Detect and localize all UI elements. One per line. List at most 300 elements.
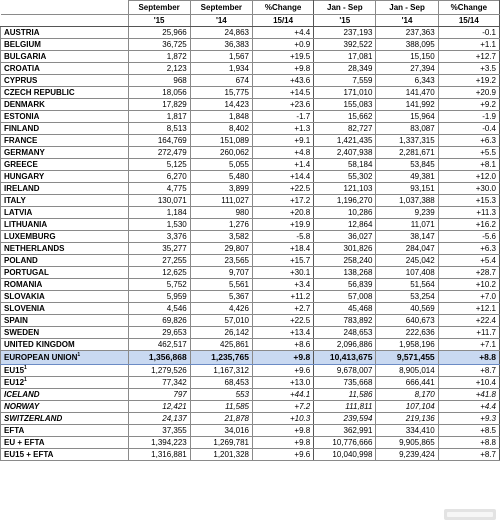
table-row xyxy=(1,231,500,243)
table-body xyxy=(1,27,500,461)
cell-chg: +19.5 xyxy=(252,51,313,63)
cell-ytdchg: +5.5 xyxy=(438,147,499,159)
cell-sep14: 553 xyxy=(190,389,252,401)
cell-ytdchg: +12.1 xyxy=(438,303,499,315)
cell-sep15: 164,769 xyxy=(128,135,190,147)
cell-ytd15: 15,662 xyxy=(314,111,376,123)
cell-chg: +7.2 xyxy=(252,401,313,413)
table-row xyxy=(1,51,500,63)
cell-sep15: 37,355 xyxy=(128,425,190,437)
header-ytd14: Jan - Sep xyxy=(376,1,438,15)
cell-chg: +44.1 xyxy=(252,389,313,401)
cell-chg: +23.6 xyxy=(252,99,313,111)
header-sep14: September xyxy=(190,1,252,15)
cell-ytd15: 10,286 xyxy=(314,207,376,219)
cell-chg: +1.4 xyxy=(252,159,313,171)
cell-sep14: 1,167,312 xyxy=(190,365,252,377)
cell-chg: -1.7 xyxy=(252,111,313,123)
table-row xyxy=(1,327,500,339)
cell-chg: +2.7 xyxy=(252,303,313,315)
cell-chg: +13.4 xyxy=(252,327,313,339)
table-row xyxy=(1,365,500,377)
cell-chg: +10.3 xyxy=(252,413,313,425)
cell-ytdchg: -5.6 xyxy=(438,231,499,243)
cell-ytd15: 11,586 xyxy=(314,389,376,401)
cell-sep14: 5,055 xyxy=(190,159,252,171)
cell-sep14: 14,423 xyxy=(190,99,252,111)
cell-sep15: 1,872 xyxy=(128,51,190,63)
country-label: AUSTRIA xyxy=(1,27,129,39)
cell-sep14: 425,861 xyxy=(190,339,252,351)
cell-ytdchg: +6.3 xyxy=(438,135,499,147)
cell-sep15: 462,517 xyxy=(128,339,190,351)
cell-sep15: 1,530 xyxy=(128,219,190,231)
country-label: LITHUANIA xyxy=(1,219,129,231)
header-change-ratio: 15/14 xyxy=(252,15,313,27)
table-row xyxy=(1,75,500,87)
cell-ytd14: 334,410 xyxy=(376,425,438,437)
header-ytd-change: %Change xyxy=(438,1,499,15)
table-row xyxy=(1,255,500,267)
cell-ytdchg: -0.1 xyxy=(438,27,499,39)
cell-sep14: 11,585 xyxy=(190,401,252,413)
cell-ytdchg: +6.3 xyxy=(438,243,499,255)
cell-ytdchg: +8.5 xyxy=(438,425,499,437)
table-row xyxy=(1,267,500,279)
country-label: EU + EFTA xyxy=(1,437,129,449)
cell-ytdchg: +1.1 xyxy=(438,39,499,51)
cell-sep14: 68,453 xyxy=(190,377,252,389)
cell-ytd14: 666,441 xyxy=(376,377,438,389)
cell-sep14: 1,567 xyxy=(190,51,252,63)
country-label: SLOVENIA xyxy=(1,303,129,315)
cell-sep15: 1,817 xyxy=(128,111,190,123)
cell-ytdchg: -1.9 xyxy=(438,111,499,123)
cell-chg: +3.4 xyxy=(252,279,313,291)
country-label: $EU15^1$ xyxy=(1,365,129,377)
cell-chg: +9.8 xyxy=(252,425,313,437)
cell-sep14: 57,010 xyxy=(190,315,252,327)
cell-sep15: 797 xyxy=(128,389,190,401)
cell-chg: +13.0 xyxy=(252,377,313,389)
cell-chg: +1.3 xyxy=(252,123,313,135)
table-row xyxy=(1,99,500,111)
table-row xyxy=(1,377,500,389)
cell-sep15: 1,394,223 xyxy=(128,437,190,449)
cell-ytdchg: +11.3 xyxy=(438,207,499,219)
cell-ytd15: 1,196,270 xyxy=(314,195,376,207)
cell-sep14: 21,878 xyxy=(190,413,252,425)
cell-ytd15: 57,008 xyxy=(314,291,376,303)
cell-ytd14: 6,343 xyxy=(376,75,438,87)
cell-sep15: 24,137 xyxy=(128,413,190,425)
cell-ytd15: 301,826 xyxy=(314,243,376,255)
cell-sep14: 36,383 xyxy=(190,39,252,51)
cell-sep15: 4,546 xyxy=(128,303,190,315)
table-row xyxy=(1,291,500,303)
cell-ytd15: 171,010 xyxy=(314,87,376,99)
cell-ytd15: 58,184 xyxy=(314,159,376,171)
cell-ytd15: 155,083 xyxy=(314,99,376,111)
footnote-marker: 1 xyxy=(24,365,27,371)
cell-ytd15: 12,864 xyxy=(314,219,376,231)
cell-chg: +30.1 xyxy=(252,267,313,279)
cell-ytd14: 9,905,865 xyxy=(376,437,438,449)
cell-ytd15: 10,776,666 xyxy=(314,437,376,449)
cell-ytd15: 138,268 xyxy=(314,267,376,279)
cell-sep15: 3,376 xyxy=(128,231,190,243)
cell-ytd15: 82,727 xyxy=(314,123,376,135)
cell-sep14: 5,367 xyxy=(190,291,252,303)
cell-ytd14: 141,470 xyxy=(376,87,438,99)
cell-ytd15: 237,193 xyxy=(314,27,376,39)
table-row xyxy=(1,159,500,171)
cell-sep14: 1,848 xyxy=(190,111,252,123)
country-label: UNITED KINGDOM xyxy=(1,339,129,351)
cell-ytdchg: +16.2 xyxy=(438,219,499,231)
cell-ytd14: 9,239 xyxy=(376,207,438,219)
header-corner xyxy=(1,1,129,15)
cell-sep15: 12,625 xyxy=(128,267,190,279)
cell-ytd14: 2,281,671 xyxy=(376,147,438,159)
cell-sep15: 130,071 xyxy=(128,195,190,207)
country-label: BELGIUM xyxy=(1,39,129,51)
cell-chg: +9.6 xyxy=(252,449,313,461)
cell-chg: +18.4 xyxy=(252,243,313,255)
cell-chg: +15.7 xyxy=(252,255,313,267)
table-row xyxy=(1,279,500,291)
cell-sep15: 1,356,868 xyxy=(128,351,190,365)
cell-ytdchg: +8.8 xyxy=(438,351,499,365)
cell-sep14: 29,807 xyxy=(190,243,252,255)
cell-sep14: 5,480 xyxy=(190,171,252,183)
table-row xyxy=(1,63,500,75)
country-label: EUROPEAN UNION$^1$ xyxy=(1,351,129,365)
cell-ytd14: 141,992 xyxy=(376,99,438,111)
cell-sep14: 8,402 xyxy=(190,123,252,135)
header-change: %Change xyxy=(252,1,313,15)
cell-sep15: 25,966 xyxy=(128,27,190,39)
cell-ytd15: 9,678,007 xyxy=(314,365,376,377)
cell-sep14: 34,016 xyxy=(190,425,252,437)
header-ytd15-year: '15 xyxy=(314,15,376,27)
country-label: POLAND xyxy=(1,255,129,267)
cell-sep14: 1,269,781 xyxy=(190,437,252,449)
table-row xyxy=(1,147,500,159)
cell-ytd15: 1,421,435 xyxy=(314,135,376,147)
cell-sep15: 5,125 xyxy=(128,159,190,171)
cell-sep14: 1,235,765 xyxy=(190,351,252,365)
country-label: EFTA xyxy=(1,425,129,437)
cell-ytd14: 284,047 xyxy=(376,243,438,255)
cell-ytd14: 9,239,424 xyxy=(376,449,438,461)
table-row xyxy=(1,123,500,135)
cell-ytdchg: +12.7 xyxy=(438,51,499,63)
cell-sep14: 1,276 xyxy=(190,219,252,231)
cell-sep15: 18,056 xyxy=(128,87,190,99)
cell-chg: +19.9 xyxy=(252,219,313,231)
cell-sep14: 1,934 xyxy=(190,63,252,75)
country-label: NETHERLANDS xyxy=(1,243,129,255)
cell-ytd15: 248,653 xyxy=(314,327,376,339)
cell-ytd15: 392,522 xyxy=(314,39,376,51)
country-label: SPAIN xyxy=(1,315,129,327)
header-sep15-year: '15 xyxy=(128,15,190,27)
country-label: CZECH REPUBLIC xyxy=(1,87,129,99)
country-label: CYPRUS xyxy=(1,75,129,87)
cell-sep15: 1,316,881 xyxy=(128,449,190,461)
table-row xyxy=(1,27,500,39)
table-row xyxy=(1,135,500,147)
cell-ytd14: 49,381 xyxy=(376,171,438,183)
cell-ytd14: 219,136 xyxy=(376,413,438,425)
cell-ytd14: 8,170 xyxy=(376,389,438,401)
cell-ytd14: 222,636 xyxy=(376,327,438,339)
cell-ytdchg: +8.7 xyxy=(438,365,499,377)
cell-chg: +8.6 xyxy=(252,339,313,351)
cell-sep14: 3,899 xyxy=(190,183,252,195)
cell-sep15: 5,752 xyxy=(128,279,190,291)
cell-ytdchg: +12.0 xyxy=(438,171,499,183)
cell-sep15: 8,513 xyxy=(128,123,190,135)
cell-ytdchg: +3.5 xyxy=(438,63,499,75)
cell-sep15: 29,653 xyxy=(128,327,190,339)
cell-ytd14: 15,150 xyxy=(376,51,438,63)
cell-ytd15: 2,096,886 xyxy=(314,339,376,351)
cell-ytdchg: +28.7 xyxy=(438,267,499,279)
cell-ytd14: 107,104 xyxy=(376,401,438,413)
cell-ytd14: 40,569 xyxy=(376,303,438,315)
cell-chg: +43.6 xyxy=(252,75,313,87)
country-label: BULGARIA xyxy=(1,51,129,63)
cell-chg: +11.2 xyxy=(252,291,313,303)
cell-sep15: 35,277 xyxy=(128,243,190,255)
cell-chg: -5.8 xyxy=(252,231,313,243)
cell-ytd15: 2,407,938 xyxy=(314,147,376,159)
cell-ytdchg: +9.2 xyxy=(438,99,499,111)
country-label: DENMARK xyxy=(1,99,129,111)
table-row xyxy=(1,207,500,219)
cell-sep15: 12,421 xyxy=(128,401,190,413)
cell-ytd15: 17,081 xyxy=(314,51,376,63)
cell-ytdchg: +22.4 xyxy=(438,315,499,327)
table-row xyxy=(1,315,500,327)
cell-sep14: 4,426 xyxy=(190,303,252,315)
country-label: SWITZERLAND xyxy=(1,413,129,425)
country-label: NORWAY xyxy=(1,401,129,413)
cell-chg: +9.8 xyxy=(252,351,313,365)
cell-sep15: 4,775 xyxy=(128,183,190,195)
cell-ytdchg: +30.0 xyxy=(438,183,499,195)
table-row xyxy=(1,351,500,365)
footnote-marker: 1 xyxy=(24,377,27,383)
cell-ytdchg: +11.7 xyxy=(438,327,499,339)
country-label: EU15 + EFTA xyxy=(1,449,129,461)
cell-sep14: 111,027 xyxy=(190,195,252,207)
table-row xyxy=(1,303,500,315)
cell-ytd15: 7,559 xyxy=(314,75,376,87)
cell-ytd14: 9,571,455 xyxy=(376,351,438,365)
cell-ytdchg: +7.1 xyxy=(438,339,499,351)
cell-ytdchg: -0.4 xyxy=(438,123,499,135)
country-label: HUNGARY xyxy=(1,171,129,183)
cell-ytdchg: +41.8 xyxy=(438,389,499,401)
cell-ytd15: 258,240 xyxy=(314,255,376,267)
table-row xyxy=(1,171,500,183)
cell-ytd14: 107,408 xyxy=(376,267,438,279)
cell-ytd15: 55,302 xyxy=(314,171,376,183)
cell-ytd14: 27,394 xyxy=(376,63,438,75)
cell-ytd14: 237,363 xyxy=(376,27,438,39)
cell-sep15: 2,123 xyxy=(128,63,190,75)
cell-ytd14: 8,905,014 xyxy=(376,365,438,377)
cell-ytd14: 1,037,388 xyxy=(376,195,438,207)
cell-ytd14: 38,147 xyxy=(376,231,438,243)
table-row xyxy=(1,195,500,207)
cell-sep15: 77,342 xyxy=(128,377,190,389)
cell-ytd14: 93,151 xyxy=(376,183,438,195)
cell-ytdchg: +4.4 xyxy=(438,401,499,413)
cell-ytd15: 36,027 xyxy=(314,231,376,243)
country-label: IRELAND xyxy=(1,183,129,195)
cell-sep14: 15,775 xyxy=(190,87,252,99)
cell-chg: +20.8 xyxy=(252,207,313,219)
cell-sep15: 6,270 xyxy=(128,171,190,183)
cell-sep15: 272,479 xyxy=(128,147,190,159)
cell-ytdchg: +15.3 xyxy=(438,195,499,207)
cell-ytdchg: +9.3 xyxy=(438,413,499,425)
cell-ytdchg: +10.2 xyxy=(438,279,499,291)
country-label: PORTUGAL xyxy=(1,267,129,279)
cell-ytd14: 15,964 xyxy=(376,111,438,123)
cell-ytd14: 11,071 xyxy=(376,219,438,231)
cell-sep14: 24,863 xyxy=(190,27,252,39)
cell-ytd14: 83,087 xyxy=(376,123,438,135)
cell-ytd14: 53,254 xyxy=(376,291,438,303)
cell-sep14: 260,062 xyxy=(190,147,252,159)
cell-chg: +22.5 xyxy=(252,315,313,327)
country-label: ESTONIA xyxy=(1,111,129,123)
table-row xyxy=(1,449,500,461)
country-label: LATVIA xyxy=(1,207,129,219)
cell-sep14: 674 xyxy=(190,75,252,87)
table-row xyxy=(1,413,500,425)
cell-chg: +0.9 xyxy=(252,39,313,51)
header-corner-2 xyxy=(1,15,129,27)
country-label: LUXEMBURG xyxy=(1,231,129,243)
cell-ytd14: 1,958,196 xyxy=(376,339,438,351)
country-label: GREECE xyxy=(1,159,129,171)
table-row xyxy=(1,183,500,195)
cell-ytd15: 28,349 xyxy=(314,63,376,75)
table-row xyxy=(1,87,500,99)
cell-sep14: 9,707 xyxy=(190,267,252,279)
country-label: FRANCE xyxy=(1,135,129,147)
table-row xyxy=(1,425,500,437)
cell-ytd15: 10,040,998 xyxy=(314,449,376,461)
cell-ytd15: 111,811 xyxy=(314,401,376,413)
cell-ytdchg: +8.7 xyxy=(438,449,499,461)
cell-ytd15: 45,468 xyxy=(314,303,376,315)
cell-chg: +9.8 xyxy=(252,63,313,75)
cell-ytdchg: +8.8 xyxy=(438,437,499,449)
table-header xyxy=(1,1,500,27)
cell-chg: +4.4 xyxy=(252,27,313,39)
cell-chg: +14.5 xyxy=(252,87,313,99)
cell-sep14: 26,142 xyxy=(190,327,252,339)
table-row xyxy=(1,339,500,351)
cell-ytdchg: +7.0 xyxy=(438,291,499,303)
cell-ytd15: 121,103 xyxy=(314,183,376,195)
cell-sep15: 27,255 xyxy=(128,255,190,267)
country-label: CROATIA xyxy=(1,63,129,75)
table-row xyxy=(1,389,500,401)
country-label: GERMANY xyxy=(1,147,129,159)
cell-ytd14: 245,042 xyxy=(376,255,438,267)
header-sep14-year: '14 xyxy=(190,15,252,27)
cell-ytd14: 1,337,315 xyxy=(376,135,438,147)
cell-sep15: 5,959 xyxy=(128,291,190,303)
table-row xyxy=(1,401,500,413)
header-sep15: September xyxy=(128,1,190,15)
header-ytd15: Jan - Sep xyxy=(314,1,376,15)
cell-ytd14: 640,673 xyxy=(376,315,438,327)
cell-chg: +9.8 xyxy=(252,437,313,449)
cell-ytd15: 735,668 xyxy=(314,377,376,389)
cell-sep14: 3,582 xyxy=(190,231,252,243)
cell-chg: +9.6 xyxy=(252,365,313,377)
cell-sep14: 5,561 xyxy=(190,279,252,291)
cell-chg: +22.5 xyxy=(252,183,313,195)
cell-ytd14: 388,095 xyxy=(376,39,438,51)
cell-sep15: 17,829 xyxy=(128,99,190,111)
cell-sep14: 1,201,328 xyxy=(190,449,252,461)
cell-ytdchg: +8.1 xyxy=(438,159,499,171)
cell-ytdchg: +19.2 xyxy=(438,75,499,87)
header-ytd-change-ratio: 15/14 xyxy=(438,15,499,27)
cell-ytd15: 239,594 xyxy=(314,413,376,425)
footnote-marker: 1 xyxy=(77,352,81,358)
table-row xyxy=(1,219,500,231)
country-label: SLOVAKIA xyxy=(1,291,129,303)
table-row xyxy=(1,243,500,255)
country-label: ROMANIA xyxy=(1,279,129,291)
country-label: ITALY xyxy=(1,195,129,207)
cell-sep14: 980 xyxy=(190,207,252,219)
cell-sep15: 968 xyxy=(128,75,190,87)
cell-sep14: 151,089 xyxy=(190,135,252,147)
cell-ytdchg: +20.9 xyxy=(438,87,499,99)
cell-sep14: 23,565 xyxy=(190,255,252,267)
cell-sep15: 1,184 xyxy=(128,207,190,219)
cell-ytd14: 51,564 xyxy=(376,279,438,291)
cell-ytd15: 783,892 xyxy=(314,315,376,327)
cell-ytd15: 10,413,675 xyxy=(314,351,376,365)
cell-ytdchg: +5.4 xyxy=(438,255,499,267)
country-label: SWEDEN xyxy=(1,327,129,339)
cell-ytd14: 53,845 xyxy=(376,159,438,171)
cell-chg: +9.1 xyxy=(252,135,313,147)
cell-sep15: 36,725 xyxy=(128,39,190,51)
table-row xyxy=(1,111,500,123)
header-ytd14-year: '14 xyxy=(376,15,438,27)
table-row xyxy=(1,437,500,449)
cell-ytd15: 56,839 xyxy=(314,279,376,291)
watermark-logo xyxy=(444,506,496,522)
cell-chg: +14.4 xyxy=(252,171,313,183)
table-row xyxy=(1,39,500,51)
country-label: $EU12^1$ xyxy=(1,377,129,389)
